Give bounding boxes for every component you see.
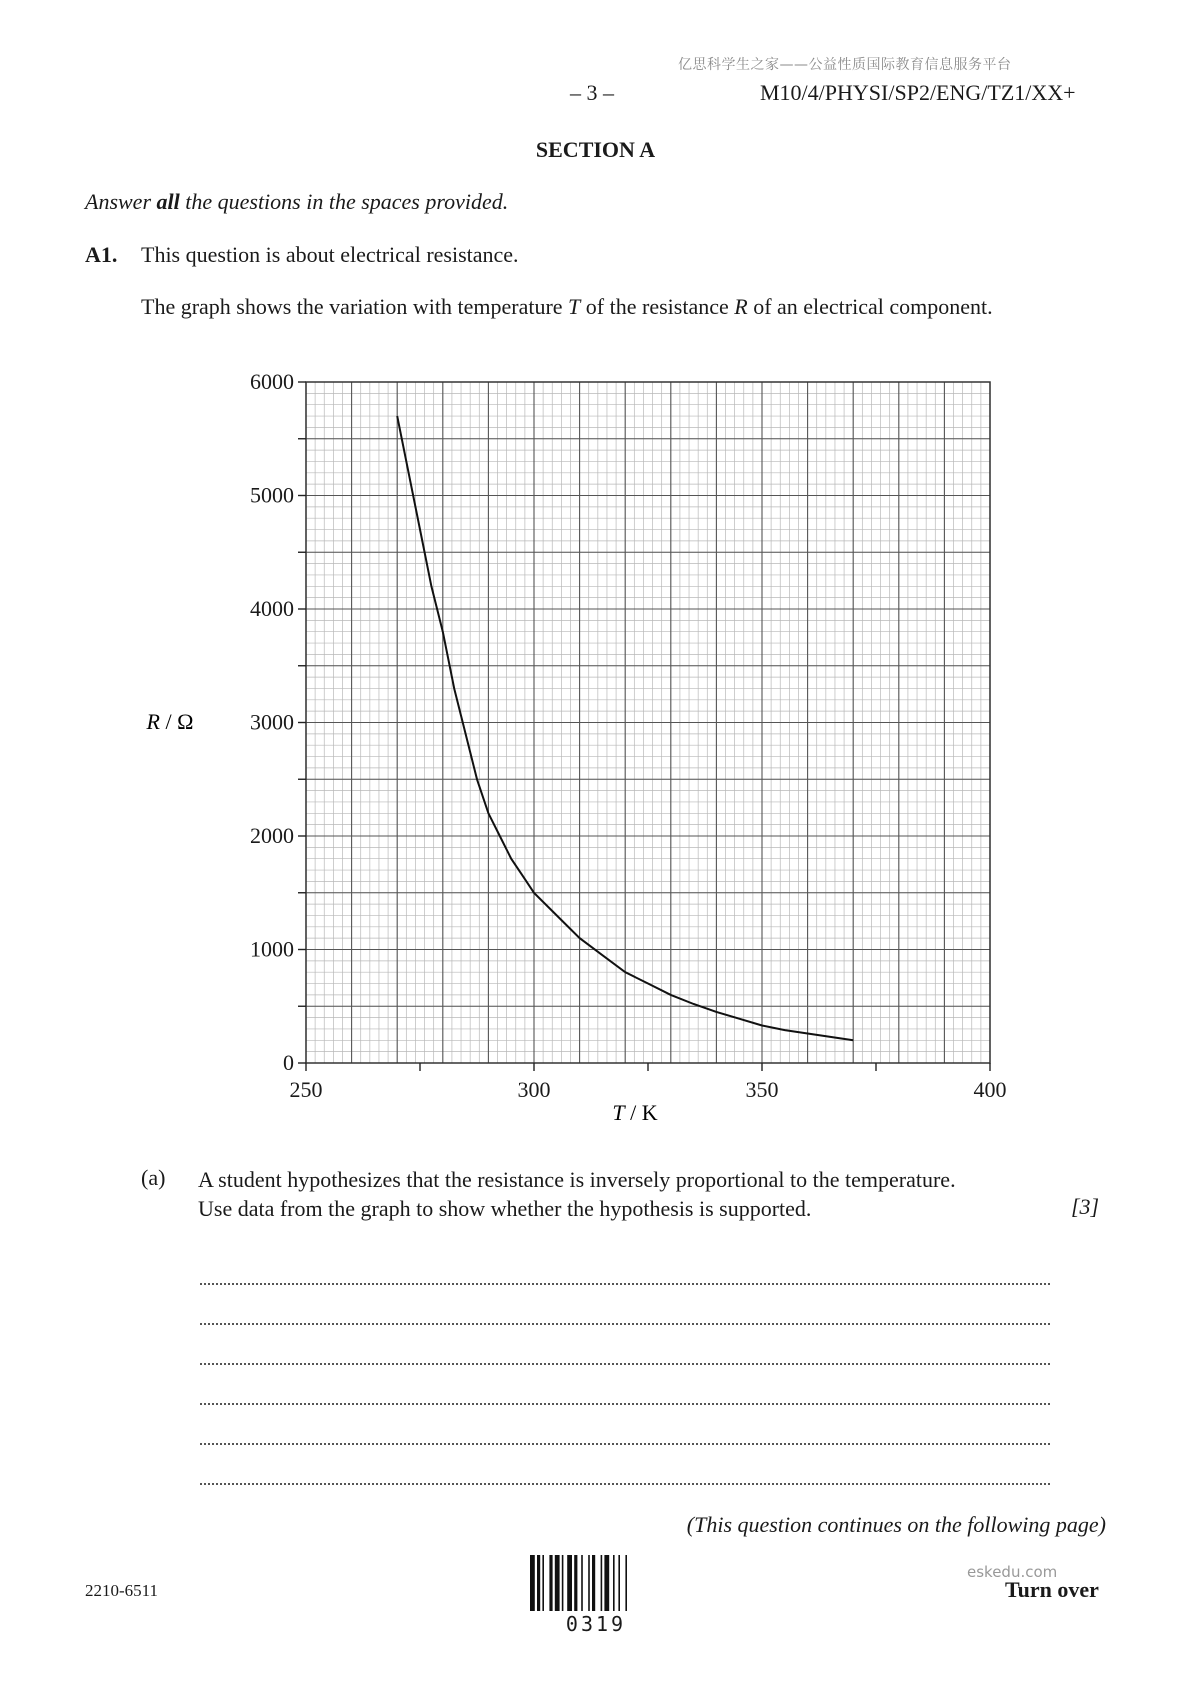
barcode-bar bbox=[562, 1555, 564, 1611]
barcode-bar bbox=[542, 1555, 544, 1611]
barcode-bar bbox=[588, 1555, 590, 1611]
barcode-bar bbox=[625, 1555, 627, 1611]
answer-line[interactable] bbox=[200, 1285, 1050, 1325]
barcode-number: 0319 bbox=[565, 1612, 627, 1636]
barcode-bar bbox=[604, 1555, 609, 1611]
answer-line[interactable] bbox=[200, 1405, 1050, 1445]
section-title: SECTION A bbox=[535, 137, 656, 162]
desc-part-2: of the resistance bbox=[580, 294, 735, 319]
desc-var-t: T bbox=[568, 294, 581, 319]
barcode-bar bbox=[567, 1555, 572, 1611]
part-a-line-2: Use data from the graph to show whether the hypothesis is supported. bbox=[198, 1196, 812, 1221]
x-axis-var: T bbox=[612, 1100, 625, 1125]
part-a-text bbox=[198, 1165, 1048, 1223]
answer-line[interactable] bbox=[200, 1245, 1050, 1285]
x-tick-label: 250 bbox=[289, 1077, 323, 1102]
y-axis-unit: / Ω bbox=[159, 709, 194, 734]
answer-line[interactable] bbox=[200, 1445, 1050, 1485]
x-tick-label: 300 bbox=[517, 1077, 551, 1102]
y-tick-label: 2000 bbox=[250, 823, 294, 848]
barcode-bar bbox=[574, 1555, 577, 1611]
answer-line[interactable] bbox=[200, 1325, 1050, 1365]
x-axis-unit: / K bbox=[624, 1100, 658, 1125]
barcode-bar bbox=[592, 1555, 595, 1611]
continues-note: (This question continues on the following page) bbox=[686, 1512, 1106, 1537]
question-text: This question is about electrical resistance. bbox=[141, 242, 519, 267]
barcode-bar bbox=[555, 1555, 560, 1611]
barcode-bar bbox=[613, 1555, 615, 1611]
barcode-bar bbox=[549, 1555, 552, 1611]
y-axis-label bbox=[146, 709, 194, 734]
y-tick-label: 0 bbox=[283, 1050, 294, 1075]
y-tick-label: 4000 bbox=[250, 596, 294, 621]
answer-area[interactable] bbox=[200, 1245, 1050, 1485]
x-tick-label: 400 bbox=[973, 1077, 1007, 1102]
instructions-post: the questions in the spaces provided. bbox=[179, 189, 509, 214]
y-tick-label: 5000 bbox=[250, 482, 294, 508]
page-number: – 3 – bbox=[570, 80, 614, 105]
axis-tick-labels bbox=[250, 369, 1007, 1102]
barcode-bar bbox=[601, 1555, 603, 1611]
watermark-header: 亿思科学生之家——公益性质国际教育信息服务平台 bbox=[678, 57, 1012, 73]
barcode-icon bbox=[530, 1555, 662, 1611]
y-axis-var: R bbox=[146, 709, 160, 734]
watermark-footer: eskedu.com bbox=[967, 1563, 1058, 1581]
paper-id-code: 2210-6511 bbox=[85, 1581, 159, 1600]
question-number: A1. bbox=[85, 242, 118, 267]
turn-over: Turn over bbox=[1005, 1577, 1099, 1602]
part-a-line-1: A student hypothesizes that the resistance is inversely proportional to the temperature. bbox=[198, 1167, 956, 1192]
part-a-label: (a) bbox=[141, 1165, 166, 1190]
y-tick-label: 1000 bbox=[250, 936, 294, 962]
barcode-bar bbox=[618, 1555, 620, 1611]
desc-part-3: of an electrical component. bbox=[747, 294, 993, 319]
barcode-bar bbox=[581, 1555, 583, 1611]
barcode-bar bbox=[537, 1555, 540, 1611]
desc-var-r: R bbox=[734, 294, 748, 319]
x-axis-label bbox=[612, 1100, 657, 1125]
instructions-pre: Answer bbox=[85, 189, 157, 214]
x-tick-label: 350 bbox=[745, 1077, 779, 1102]
y-tick-label: 6000 bbox=[250, 369, 294, 394]
instructions-bold: all bbox=[156, 189, 180, 214]
paper-code: M10/4/PHYSI/SP2/ENG/TZ1/XX+ bbox=[760, 80, 1076, 105]
desc-part-1: The graph shows the variation with temperature bbox=[141, 294, 569, 319]
part-a-marks: [3] bbox=[1071, 1194, 1100, 1219]
answer-line[interactable] bbox=[200, 1365, 1050, 1405]
barcode-bar bbox=[530, 1555, 535, 1611]
axis-ticks bbox=[298, 382, 990, 1071]
y-tick-label: 3000 bbox=[250, 709, 294, 735]
